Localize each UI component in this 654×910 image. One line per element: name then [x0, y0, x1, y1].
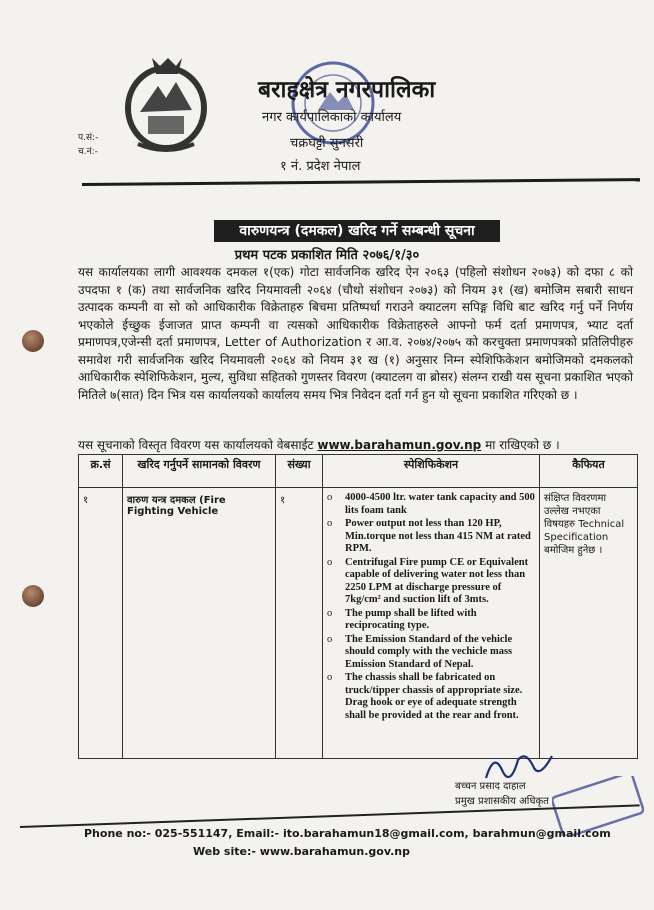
cell-qty: १	[276, 488, 323, 759]
header-rule	[82, 178, 640, 186]
signatory-designation: प्रमुख प्रशासकीय अधिकृत	[455, 796, 549, 807]
footer-website[interactable]: Web site:- www.barahamun.gov.np	[193, 845, 410, 858]
spec-item: o The Emission Standard of the vehicle should comply with the vechicle mass Emission Standard of Nepal.	[327, 634, 535, 672]
publish-date: प्रथम पटक प्रकाशित मिति २०७६/१/३०	[234, 248, 420, 263]
office-subtitle: नगर कार्यपालिकाको कार्यालय	[262, 110, 402, 125]
spec-table	[78, 454, 638, 759]
spec-item: o The pump shall be lifted with reciprocating type.	[327, 608, 535, 633]
header-qty: संख्या	[276, 455, 323, 488]
header-spec: स्पेशिफिकेशन	[323, 455, 540, 488]
spec-item: o The chassis shall be fabricated on truck/tipper chassis of appropriate size. Drag hook or eye of adequate strength shall be provided at the rear and front.	[327, 672, 535, 722]
cell-sn: १	[79, 488, 123, 759]
dispatch-no-label: च.नं:-	[78, 147, 98, 157]
website-note	[78, 436, 638, 453]
punch-hole	[22, 330, 44, 352]
signatory-block	[455, 779, 549, 809]
footer-contact: Phone no:- 025-551147, Email:- ito.barahamun18@gmail.com, barahmun@gmail.com	[84, 827, 611, 840]
office-name: बराहक्षेत्र नगरपालिका	[258, 77, 436, 103]
signatory-name: बच्चन प्रसाद दाहाल	[455, 781, 526, 792]
header-remarks: कैफियत	[540, 455, 638, 488]
notice-body: यस कार्यालयका लागी आवश्यक दमकल १(एक) गोटा सार्वजनिक खरिद ऐन २०६३ (पहिलो संशोधन २०७३) को दफा ८ को उपदफा १ (क) तथा सार्वजनिक खरिद नियमावली २०६४ (चौथो संशोधन २०७३) को नियम ३१ (ख) बमोजिम सबारी साधन उत्पादक कम्पनी वा सो को आधिकारीक विक्रेताहरु बिचमा प्रतिष्पर्धा गराउने क्याटलग सपिङ्ग विधि बाट खरिद गर्नु पर्ने निर्णय भएकोले ईच्छुक ईजाजत प्राप्त कम्पनी वा त्यसको आधिकारीक विक्रेताहरुले आफ्नो फर्म दर्ता प्रमाणपत्र, भ्याट दर्ता प्रमाणपत्र,एजेन्सी दर्ता प्रमाणपत्र, Letter of Authorization र आ.व. २०७४/२०७५ को करचुक्ता प्रमाणपत्रको प्रतिलिपीहरु समावेश गरी सार्वजनिक खरिद नियमावली २०६४ को नियम ३१ ख (१) अनुसार निम्न स्पेशिफिकेशन बमोजिमको दमकलको आधिकारीक स्पेशिफिकेशन, मुल्य, सुविधा सहितको गुणस्तर विवरण (क्याटलग वा ब्रोसर) संलग्न राखी यस सूचना प्रकाशित भएको मितिले ७(सात) दिन भित्र यस कार्यालयको कार्यालय समय भित्र निवेदन दर्ता गर्न हुन यो सूचना प्रकाशित गरिएको छ ।	[78, 265, 633, 402]
ref-no-label: प.सं:-	[78, 133, 99, 143]
header-item: खरिद गर्नुपर्ने सामानको विवरण	[123, 455, 276, 488]
spec-list	[327, 492, 535, 722]
nepal-emblem-icon	[118, 52, 214, 156]
website-note-prefix: यस सूचनाको विस्तृत विवरण यस कार्यालयको वेबसाईट	[78, 438, 314, 452]
cell-item: वारुण यन्त्र दमकल (Fire Fighting Vehicle	[123, 488, 276, 759]
cell-remarks: संक्षिप्त विवरणमा उल्लेख नभएका विषयहरु Technical Specification बमोजिम हुनेछ ।	[540, 488, 638, 759]
website-link[interactable]: www.barahamun.gov.np	[317, 438, 482, 452]
spec-item: o Power output not less than 120 HP, Min.torque not less than 415 NM at rated RPM.	[327, 518, 535, 556]
footer-rule	[20, 804, 640, 828]
header-sn: क्र.सं	[79, 455, 123, 488]
spec-item: o 4000-4500 ltr. water tank capacity and 500 lits foam tank	[327, 492, 535, 517]
province-line: १ नं. प्रदेश नेपाल	[280, 159, 361, 174]
reference-block	[78, 131, 98, 159]
cell-specs	[323, 488, 540, 759]
website-note-suffix: मा राखिएको छ ।	[485, 438, 560, 452]
table-row	[79, 488, 638, 759]
notice-title: वारुणयन्त्र (दमकल) खरिद गर्ने सम्बन्धी सूचना	[214, 220, 500, 242]
spec-item: o Centrifugal Fire pump CE or Equivalent capable of delivering water not less than 2250 LPM at discharge pressure of 7kg/cm² and suction lift of 3mts.	[327, 557, 535, 607]
office-location: चक्रघट्टी सुनसरी	[290, 136, 364, 151]
punch-hole	[22, 585, 44, 607]
